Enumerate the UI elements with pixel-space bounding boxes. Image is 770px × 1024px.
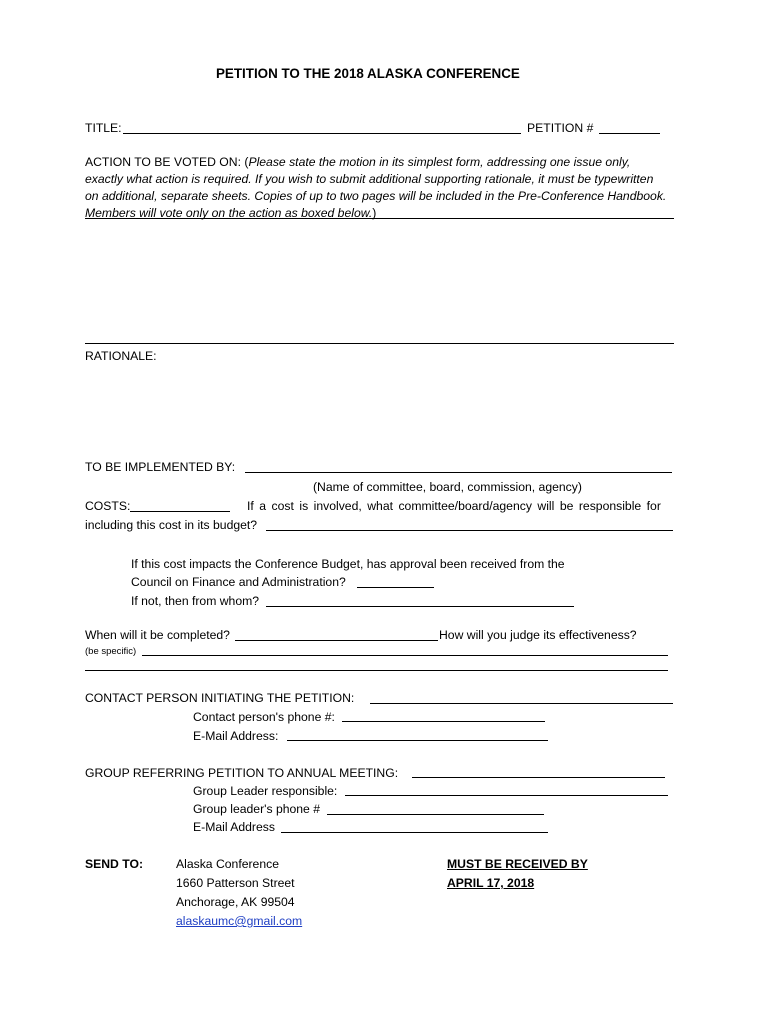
send-to-street: 1660 Patterson Street xyxy=(176,876,295,890)
page-title: PETITION TO THE 2018 ALASKA CONFERENCE xyxy=(216,66,520,81)
action-instructions-3: on additional, separate sheets. Copies of up to two pages will be included in the Pre-Conference Handbook. xyxy=(85,189,667,203)
action-answer-area[interactable] xyxy=(85,222,674,342)
action-box-bottom-rule xyxy=(85,343,674,344)
costs-field[interactable] xyxy=(130,511,230,512)
rationale-answer-area[interactable] xyxy=(85,368,674,456)
be-specific-label: (be specific) xyxy=(85,646,137,657)
group-phone-label: Group leader's phone # xyxy=(193,802,320,816)
rationale-label: RATIONALE: xyxy=(85,349,157,363)
implemented-by-label: TO BE IMPLEMENTED BY: xyxy=(85,460,236,474)
deadline-line-2: APRIL 17, 2018 xyxy=(447,876,535,890)
petition-number-label: PETITION # xyxy=(527,121,594,135)
send-to-email-link[interactable]: alaskaumc@gmail.com xyxy=(176,914,303,928)
group-leader-field[interactable] xyxy=(345,795,668,796)
costs-label: COSTS: xyxy=(85,499,131,513)
action-label: ACTION TO BE VOTED ON: ( xyxy=(85,155,249,169)
effectiveness-field-2[interactable] xyxy=(85,670,668,671)
title-field[interactable] xyxy=(123,133,521,134)
contact-email-label: E-Mail Address: xyxy=(193,729,279,743)
contact-person-label: CONTACT PERSON INITIATING THE PETITION: xyxy=(85,691,355,705)
costs-question-1: If a cost is involved, what committee/board/agency will be responsible for xyxy=(247,499,661,513)
action-box-top-rule xyxy=(85,218,674,219)
group-phone-field[interactable] xyxy=(327,814,544,815)
title-label: TITLE: xyxy=(85,121,122,135)
completed-label: When will it be completed? xyxy=(85,628,230,642)
contact-email-field[interactable] xyxy=(287,740,548,741)
action-label-line xyxy=(85,155,630,170)
budget-question-1: If this cost impacts the Conference Budget, has approval been received from the xyxy=(131,557,565,571)
effectiveness-field[interactable] xyxy=(142,655,668,656)
group-referring-field[interactable] xyxy=(412,777,665,778)
group-email-field[interactable] xyxy=(281,832,548,833)
implemented-by-field[interactable] xyxy=(245,472,672,473)
approval-source-field[interactable] xyxy=(266,606,574,607)
group-email-label: E-Mail Address xyxy=(193,820,275,834)
budget-question-2: Council on Finance and Administration? xyxy=(131,575,346,589)
send-to-name: Alaska Conference xyxy=(176,857,279,871)
contact-phone-field[interactable] xyxy=(342,721,545,722)
action-instructions-2: exactly what action is required. If you wish to submit additional supporting rationale, it must be typewritten xyxy=(85,172,654,186)
group-referring-label: GROUP REFERRING PETITION TO ANNUAL MEETING: xyxy=(85,766,399,780)
cfa-approval-field[interactable] xyxy=(357,587,434,588)
contact-person-field[interactable] xyxy=(370,703,673,704)
action-close: ) xyxy=(372,206,377,220)
implemented-by-hint: (Name of committee, board, commission, agency) xyxy=(313,480,582,494)
action-instructions-1: Please state the motion in its simplest form, addressing one issue only, xyxy=(248,155,631,169)
cost-responsible-field[interactable] xyxy=(266,530,673,531)
budget-question-3: If not, then from whom? xyxy=(131,594,260,608)
group-leader-label: Group Leader responsible: xyxy=(193,784,338,798)
deadline-line-1: MUST BE RECEIVED BY xyxy=(447,857,588,871)
petition-number-field[interactable] xyxy=(599,133,660,134)
costs-question-2: including this cost in its budget? xyxy=(85,518,258,532)
effectiveness-label: How will you judge its effectiveness? xyxy=(439,628,637,642)
send-to-label: SEND TO: xyxy=(85,857,144,871)
send-to-city: Anchorage, AK 99504 xyxy=(176,895,295,909)
completion-date-field[interactable] xyxy=(235,640,438,641)
action-instructions-4: Members will vote only on the action as boxed below. xyxy=(85,206,373,220)
contact-phone-label: Contact person's phone #: xyxy=(193,710,335,724)
